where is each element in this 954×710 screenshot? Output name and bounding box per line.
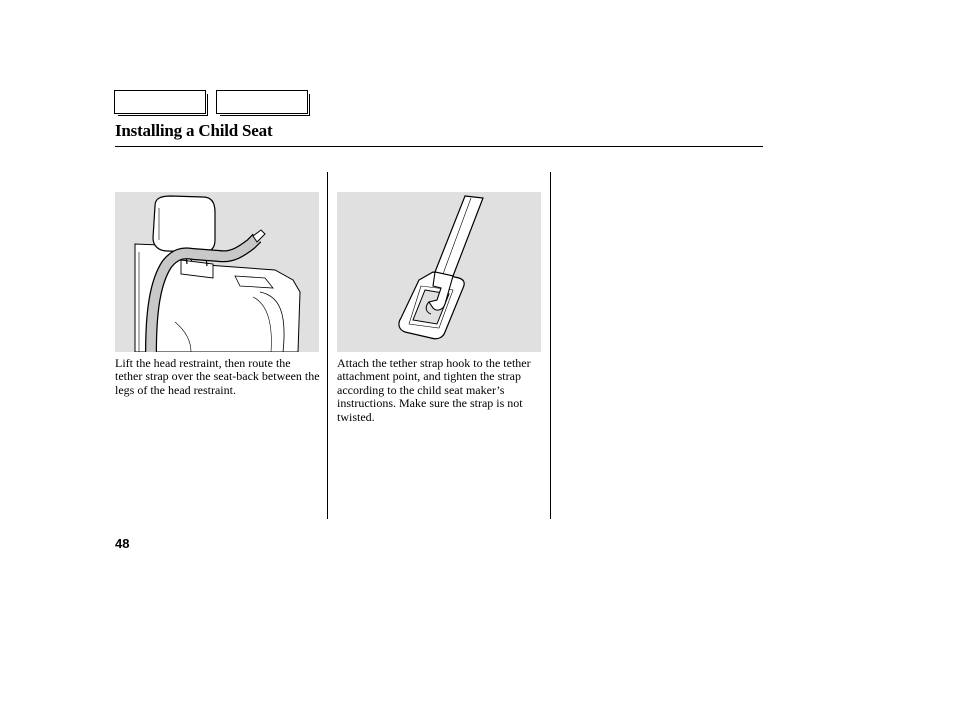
column-divider-2: [550, 172, 551, 519]
seat-back-illustration: [115, 192, 319, 352]
page-title: Installing a Child Seat: [115, 121, 273, 140]
nav-tab-box-2[interactable]: [216, 90, 308, 114]
title-rule: [115, 146, 763, 147]
nav-tab-box-1[interactable]: [114, 90, 206, 114]
column-divider-1: [327, 172, 328, 519]
step-2-caption: Attach the tether strap hook to the tether attachment point, and tighten the strap according to the child seat maker’s instructions. Make sure the strap is not twisted.: [337, 356, 531, 424]
tether-hook-illustration: [337, 192, 541, 352]
step-1-caption: Lift the head restraint, then route the tether strap over the seat-back between the legs of the head restraint.: [115, 356, 320, 397]
page-number: 48: [115, 536, 130, 551]
